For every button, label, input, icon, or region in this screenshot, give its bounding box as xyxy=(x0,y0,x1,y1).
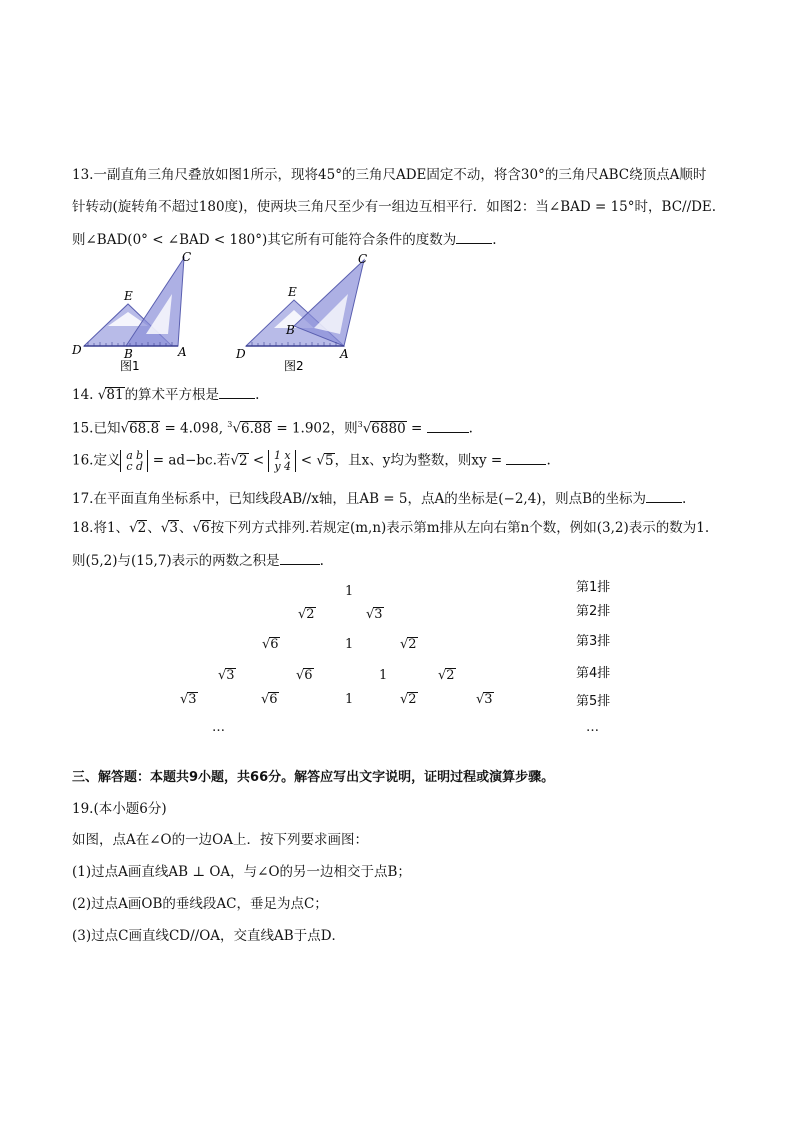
row-label-2: 第2排 xyxy=(576,604,611,619)
q19-title: 19.(本小题6分) xyxy=(72,801,167,817)
q14: 14. √81的算术平方根是 . xyxy=(72,387,260,403)
q18-line1: 18.将1、√2、√3、√6按下列方式排列.若规定(m,n)表示第m排从左向右第n个数，例如(3,2)表示的数为1. xyxy=(72,520,710,536)
figure-1 xyxy=(68,248,198,372)
label-b: B xyxy=(124,347,133,361)
row-label-5: 第5排 xyxy=(576,694,611,709)
q17: 17.在平面直角坐标系中，已知线段AB//x轴，且AB = 5，点A的坐标是(−2,4)，则点B的坐标为 . xyxy=(72,491,687,507)
cell: √6 xyxy=(261,692,278,707)
answer-blank xyxy=(427,419,469,433)
label-c: C xyxy=(182,250,192,264)
cell: √3 xyxy=(476,692,493,707)
label-e: E xyxy=(124,289,133,303)
figure-2 xyxy=(232,248,382,372)
label-e: E xyxy=(288,285,297,299)
answer-blank xyxy=(219,385,255,399)
answer-blank xyxy=(456,230,492,244)
q19-step2: (2)过点A画OB的垂线段AC，垂足为点C； xyxy=(72,896,328,912)
label-d: D xyxy=(236,347,246,361)
q13-line1: 13.一副直角三角尺叠放如图1所示，现将45°的三角尺ADE固定不动，将含30°的三角尺ABC绕顶点A顺时 xyxy=(72,167,707,183)
cell: √2 xyxy=(438,668,455,683)
cell: 1 xyxy=(345,637,354,652)
section-3-heading: 三、解答题：本题共9小题，共66分。解答应写出文字说明，证明过程或演算步骤。 xyxy=(72,770,555,785)
ellipsis: … xyxy=(586,720,599,735)
row-label-4: 第4排 xyxy=(576,666,611,681)
cell: √2 xyxy=(400,692,417,707)
label-b: B xyxy=(286,323,295,337)
q13-line3: 则∠BAD(0° < ∠BAD < 180°)其它所有可能符合条件的度数为 . xyxy=(72,232,497,248)
figure-1-caption: 图1 xyxy=(120,359,140,372)
q16: 16.定义 a b c d = ad−bc.若√2 < 1 x y 4 < √5，且x、y均为整数，则xy = . xyxy=(72,449,551,473)
cell: 1 xyxy=(345,584,354,599)
q19-intro: 如图，点A在∠O的一边OA上．按下列要求画图： xyxy=(72,832,368,848)
cell: √6 xyxy=(296,668,313,683)
answer-blank xyxy=(506,451,546,465)
label-c: C xyxy=(358,252,368,266)
label-d: D xyxy=(72,343,82,357)
figure-2-caption: 图2 xyxy=(284,359,304,372)
q15: 15.已知√68.8 = 4.098, $^3$√6.88 = 1.902，则$^3$√6880 = . xyxy=(72,420,473,437)
determinant-abcd: a b c d xyxy=(120,450,148,472)
q19-step1: (1)过点A画直线AB ⊥ OA，与∠O的另一边相交于点B； xyxy=(72,864,411,880)
cell: 1 xyxy=(379,668,388,683)
row-label-1: 第1排 xyxy=(576,580,611,595)
determinant-1xy4: 1 x y 4 xyxy=(268,450,296,472)
cell: 1 xyxy=(345,692,354,707)
q18-line2: 则(5,2)与(15,7)表示的两数之积是 . xyxy=(72,553,324,569)
cell: √3 xyxy=(366,607,383,622)
cell: √3 xyxy=(180,692,197,707)
cell: √2 xyxy=(298,607,315,622)
row-label-3: 第3排 xyxy=(576,634,611,649)
cell: √6 xyxy=(262,637,279,652)
label-a: A xyxy=(178,345,187,359)
q13-line2: 针转动(旋转角不超过180度)，使两块三角尺至少有一组边互相平行．如图2：当∠BAD = 15°时，BC//DE. xyxy=(72,199,717,215)
q19-step3: (3)过点C画直线CD//OA，交直线AB于点D． xyxy=(72,928,346,944)
label-a: A xyxy=(340,347,349,361)
ellipsis: … xyxy=(212,720,225,735)
cell: √2 xyxy=(400,637,417,652)
answer-blank xyxy=(646,489,682,503)
cell: √3 xyxy=(218,668,235,683)
answer-blank xyxy=(280,551,320,565)
